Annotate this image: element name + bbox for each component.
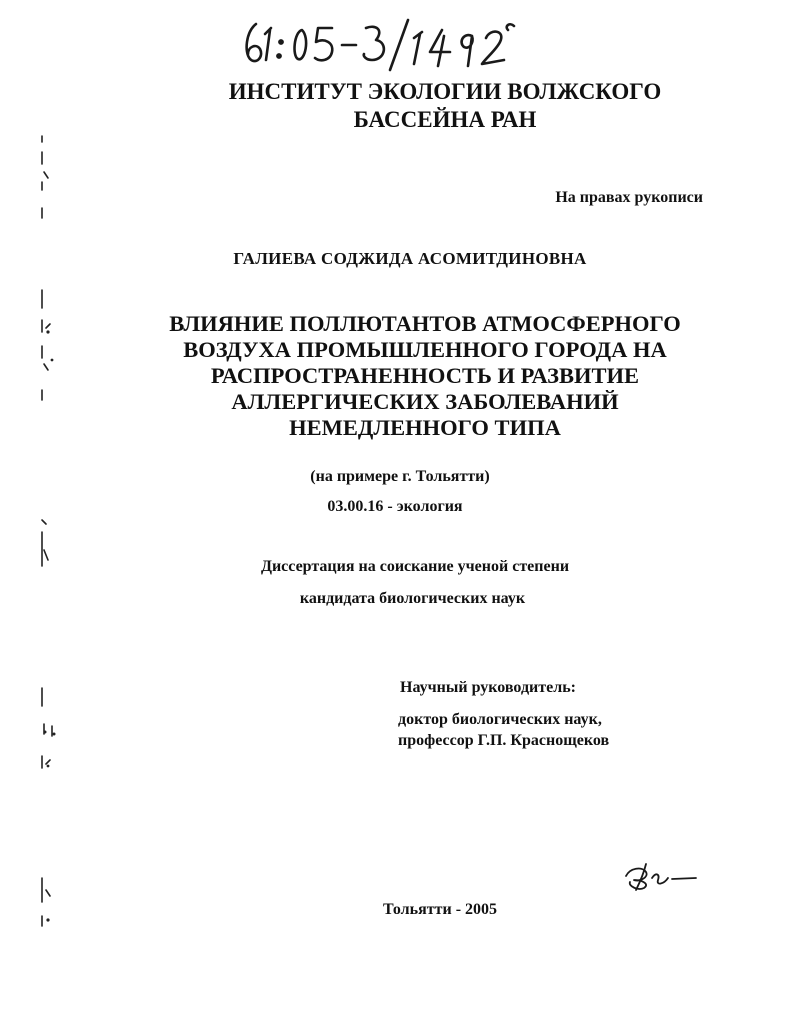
title-line-4: АЛЛЕРГИЧЕСКИХ ЗАБОЛЕВАНИЙ bbox=[231, 389, 619, 414]
manuscript-note: На правах рукописи bbox=[555, 189, 703, 206]
signature-image bbox=[620, 858, 700, 892]
title-line-3: РАСПРОСТРАНЕННОСТЬ И РАЗВИТИЕ bbox=[210, 363, 640, 388]
example-subtitle: (на примере г. Тольятти) bbox=[310, 468, 490, 485]
institute-line-1: ИНСТИТУТ ЭКОЛОГИИ ВОЛЖСКОГО bbox=[228, 79, 662, 104]
city-year-footer: Тольятти - 2005 bbox=[382, 901, 498, 918]
author-name: ГАЛИЕВА СОДЖИДА АСОМИТДИНОВНА bbox=[233, 249, 587, 268]
handwritten-archive-number bbox=[238, 12, 538, 72]
margin-marks bbox=[30, 120, 70, 940]
institute-line-2: БАССЕЙНА РАН bbox=[353, 107, 537, 132]
thesis-title bbox=[120, 311, 730, 441]
supervisor-name: профессор Г.П. Краснощеков bbox=[398, 732, 610, 749]
title-line-5: НЕМЕДЛЕННОГО ТИПА bbox=[289, 415, 561, 440]
degree-statement: кандидата биологических наук bbox=[299, 590, 526, 607]
title-line-2: ВОЗДУХА ПРОМЫШЛЕННОГО ГОРОДА НА bbox=[183, 337, 667, 362]
title-line-1: ВЛИЯНИЕ ПОЛЛЮТАНТОВ АТМОСФЕРНОГО bbox=[169, 311, 681, 336]
dissertation-statement: Диссертация на соискание ученой степени bbox=[260, 558, 570, 575]
specialty-code: 03.00.16 - экология bbox=[327, 498, 463, 515]
scan-artifacts bbox=[30, 120, 70, 940]
supervisor-label: Научный руководитель: bbox=[400, 679, 576, 696]
institute-header bbox=[150, 78, 740, 134]
handwriting-image bbox=[238, 12, 538, 72]
supervisor-degree: доктор биологических наук, bbox=[398, 711, 602, 728]
signature bbox=[620, 858, 700, 892]
